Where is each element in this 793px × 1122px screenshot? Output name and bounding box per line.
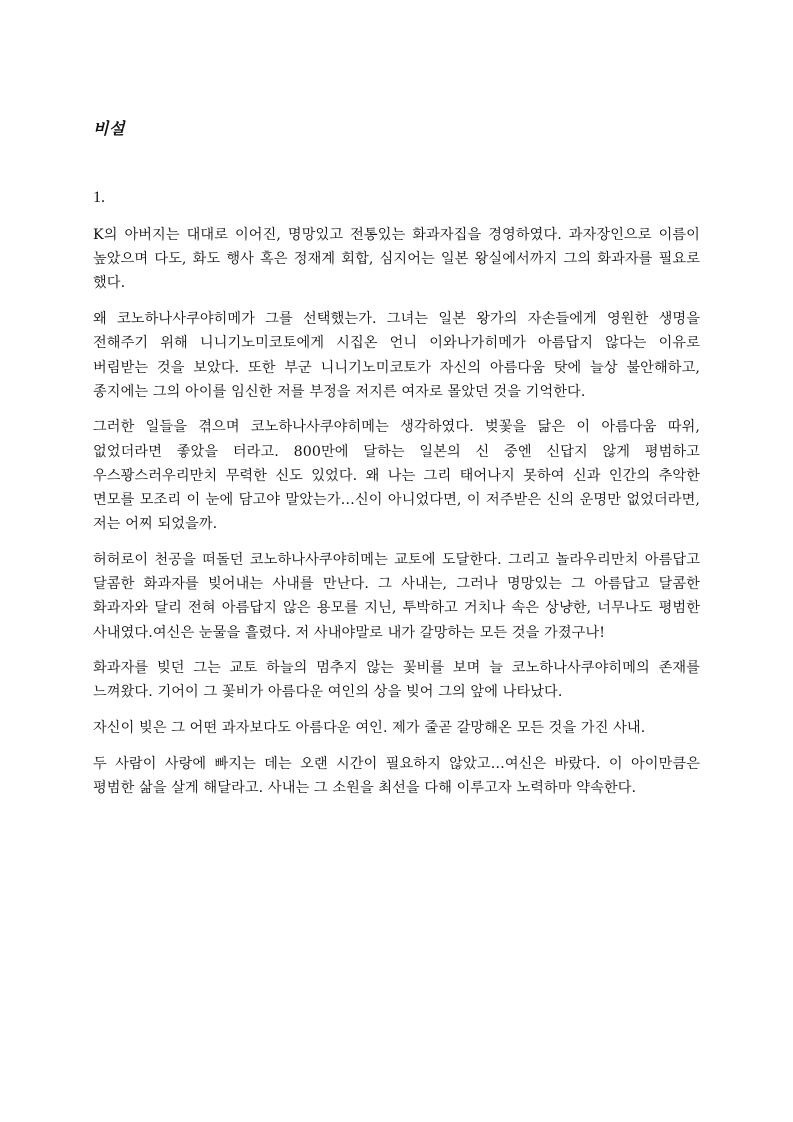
paragraph: 그러한 일들을 겪으며 코노하나사쿠야히메는 생각하였다. 벚꽃을 닮은 이 아름다움 따위, 없었더라면 좋았을 터라고. 800만에 달하는 일본의 신 중엔 신답지 않게 평범하고 우스꽝스러우리만치 무력한 신도 있었다. 왜 나는 그리 태어나지 못하여 신과 인간의 추악한 면모를 모조리 이 눈에 담고야 말았는가…신이 아니었다면, 이 저주받은 신의 운명만 없었더라면, 저는 어찌 되었을까.: [93, 419, 700, 533]
paragraph: 화과자를 빚던 그는 교토 하늘의 멈추지 않는 꽃비를 보며 늘 코노하나사쿠야히메의 존재를 느껴왔다. 기어이 그 꽃비가 아름다운 여인의 상을 빚어 그의 앞에 나타났다.: [93, 660, 700, 701]
paragraph: 왜 코노하나사쿠야히메가 그를 선택했는가. 그녀는 일본 왕가의 자손들에게 영원한 생명을 전해주기 위해 니니기노미코토에게 시집온 언니 이와나가히메가 아름답지 않다는 이유로 버림받는 것을 보았다. 또한 부군 니니기노미코토가 자신의 아름다움 탓에 늘상 불안해하고, 종지에는 그의 아이를 임신한 저를 부정을 저지른 여자로 몰았던 것을 기억한다.: [93, 311, 700, 400]
paragraph: 두 사람이 사랑에 빠지는 데는 오랜 시간이 필요하지 않았고…여신은 바랐다. 이 아이만큼은 평범한 삶을 살게 해달라고. 사내는 그 소원을 최선을 다해 이루고자 노력하마 약속한다.: [93, 755, 700, 797]
section-number: 1.: [93, 189, 105, 206]
document-title: 비설: [93, 119, 125, 138]
paragraph: 허허로이 천공을 떠돌던 코노하나사쿠야히메는 교토에 도달한다. 그리고 놀라우리만치 아름답고 달콤한 화과자를 빚어내는 사내를 만난다. 그 사내는, 그러나 명망있는 그 아름답고 달콤한 화과자와 달리 전혀 아름답지 않은 용모를 지닌, 투박하고 거치나 속은 상냥한, 너무나도 평범한 사내였다.여신은 눈물을 흘렸다. 저 사내야말로 내가 갈망하는 모든 것을 가졌구나!: [93, 551, 700, 641]
paragraph: K의 아버지는 대대로 이어진, 명망있고 전통있는 화과자집을 경영하였다. 과자장인으로 이름이 높았으며 다도, 화도 행사 혹은 정재계 회합, 심지어는 일본 왕실에서까지 그의 화과자를 필요로 했다.: [93, 227, 700, 292]
paragraph: 자신이 빚은 그 어떤 과자보다도 아름다운 여인. 제가 줄곧 갈망해온 모든 것을 가진 사내.: [93, 720, 646, 737]
body-text: [93, 223, 700, 812]
